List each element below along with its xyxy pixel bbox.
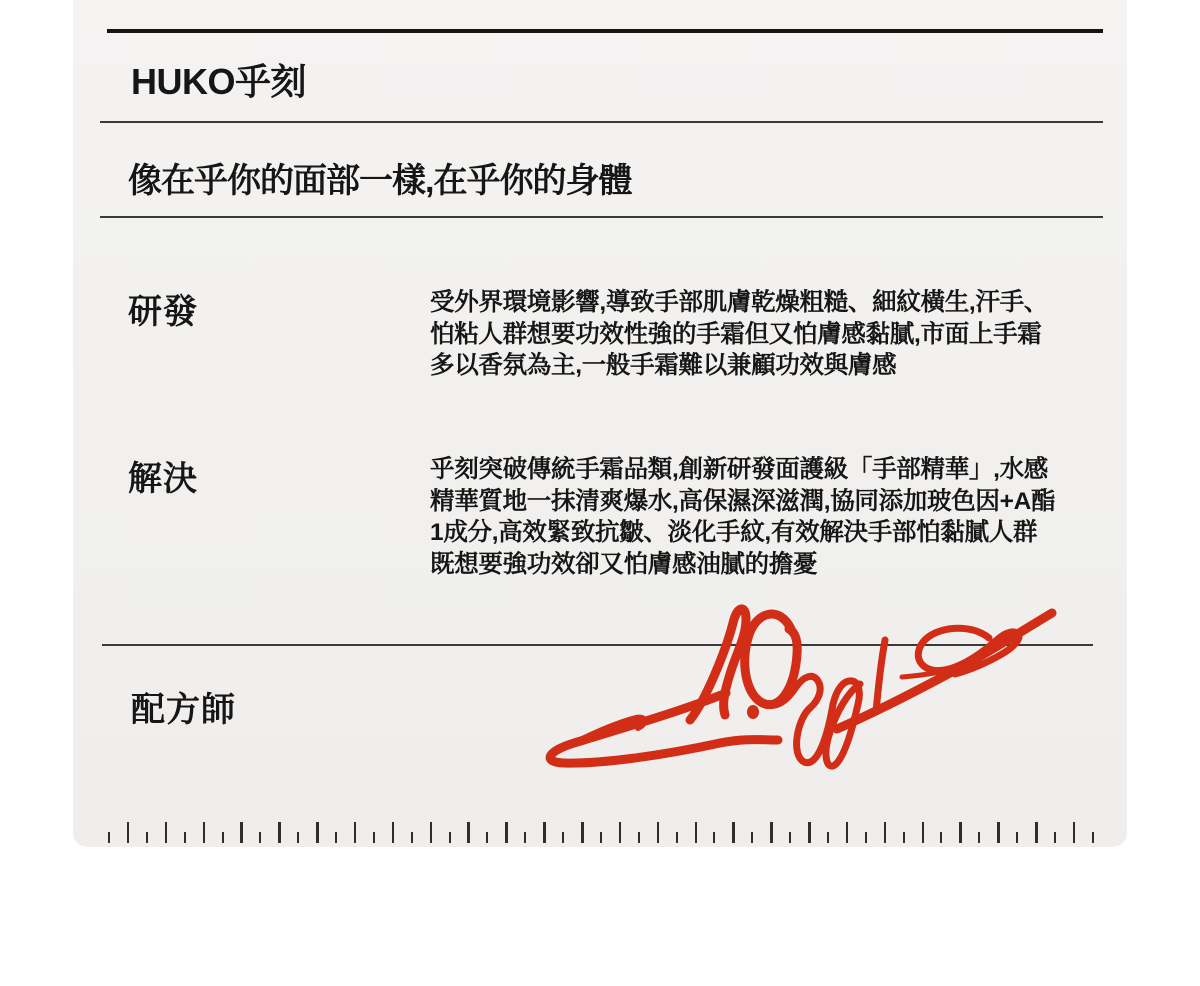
section-text-rnd xyxy=(430,287,1048,382)
ruler-tick xyxy=(127,822,130,843)
ruler-tick xyxy=(770,822,773,843)
ruler-tick xyxy=(884,822,887,843)
ruler-tick xyxy=(638,832,640,843)
ruler-tick xyxy=(335,832,337,843)
ruler-tick xyxy=(430,822,433,843)
section-label-rnd: 研發 xyxy=(128,293,198,331)
ruler-tick xyxy=(997,822,1000,843)
ruler-tick xyxy=(449,832,451,843)
ruler-tick xyxy=(1073,822,1076,843)
section-label-formulator: 配方師 xyxy=(131,691,236,729)
ruler-tick xyxy=(240,822,243,843)
ruler-tick xyxy=(959,822,962,843)
ruler-tick xyxy=(808,822,811,843)
ruler-tick xyxy=(108,832,110,843)
section-text-solution xyxy=(430,454,1055,580)
ruler-tick xyxy=(751,832,753,843)
ruler-tick xyxy=(297,832,299,843)
rnd-line-2: 怕粘人群想要功效性強的手霜但又怕膚感黏膩,市面上手霜 xyxy=(430,320,1042,348)
rnd-line-3: 多以香氛為主,一般手霜難以兼顧功效與膚感 xyxy=(430,352,897,379)
ruler-tick xyxy=(524,832,526,843)
solution-line-1: 乎刻突破傳統手霜品類,創新研發面護級「手部精華」,水感 xyxy=(430,456,1049,483)
ruler-tick xyxy=(1035,822,1038,843)
ruler-tick xyxy=(165,822,168,843)
ruler-tick xyxy=(600,832,602,843)
ruler-tick xyxy=(676,832,678,843)
ruler-tick xyxy=(903,832,905,843)
ruler-tick xyxy=(146,832,148,843)
ruler-tick xyxy=(278,822,281,843)
ruler-tick xyxy=(184,832,186,843)
ruler-tick xyxy=(562,832,564,843)
solution-line-4: 既想要強功效卻又怕膚感油膩的擔憂 xyxy=(430,550,818,578)
solution-line-3: 1成分,高效緊致抗皺、淡化手紋,有效解決手部怕黏膩人群 xyxy=(430,519,1038,546)
ruler xyxy=(108,822,1108,843)
top-rule xyxy=(107,29,1103,33)
divider-under-brand xyxy=(100,121,1103,123)
ruler-tick xyxy=(467,822,470,843)
ruler-tick xyxy=(505,822,508,843)
ruler-tick xyxy=(657,822,660,843)
ruler-tick xyxy=(619,822,622,843)
ruler-tick xyxy=(1054,832,1056,843)
divider-under-tagline xyxy=(100,216,1103,218)
tagline: 像在乎你的面部一樣,在乎你的身體 xyxy=(128,162,632,200)
ruler-tick xyxy=(865,832,867,843)
ruler-tick xyxy=(1092,832,1094,843)
ruler-tick xyxy=(411,832,413,843)
ruler-tick xyxy=(354,822,357,843)
ruler-tick xyxy=(316,822,319,843)
ruler-tick xyxy=(846,822,849,843)
brand-title: HUKO乎刻 xyxy=(131,61,306,102)
ruler-tick xyxy=(713,832,715,843)
ruler-tick xyxy=(827,832,829,843)
ruler-tick xyxy=(1016,832,1018,843)
ruler-tick xyxy=(695,822,698,843)
ruler-tick xyxy=(940,832,942,843)
formulator-signature-icon xyxy=(540,592,1060,772)
rnd-line-1: 受外界環境影響,導致手部肌膚乾燥粗糙、細紋橫生,汗手、 xyxy=(430,289,1049,316)
ruler-tick xyxy=(222,832,224,843)
ruler-tick xyxy=(392,822,395,843)
info-card xyxy=(73,0,1127,847)
signature-strokes xyxy=(550,609,1052,766)
ruler-tick xyxy=(259,832,261,843)
ruler-tick xyxy=(978,832,980,843)
ruler-tick xyxy=(543,822,546,843)
ruler-tick xyxy=(789,832,791,843)
ruler-tick xyxy=(732,822,735,843)
ruler-tick xyxy=(581,822,584,843)
section-label-solution: 解決 xyxy=(128,460,198,498)
ruler-tick xyxy=(203,822,206,843)
ruler-tick xyxy=(373,832,375,843)
ruler-tick xyxy=(486,832,488,843)
ruler-tick xyxy=(922,822,925,843)
solution-line-2: 精華質地一抹清爽爆水,高保濕深滋潤,協同添加玻色因+A酯 xyxy=(430,487,1056,515)
